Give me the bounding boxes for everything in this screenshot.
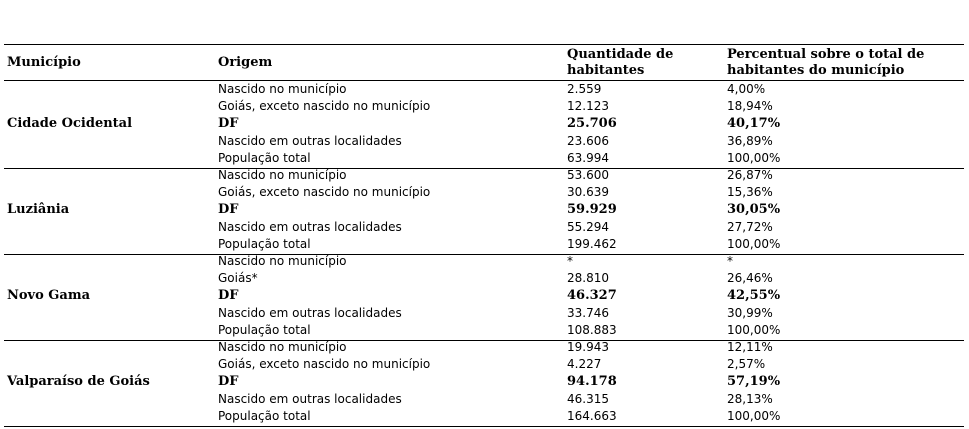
origem-cell: Nascido no município xyxy=(218,168,347,182)
origem-cell: DF xyxy=(218,288,239,304)
quantidade-cell: 164.663 xyxy=(567,408,617,423)
group-separator-rule xyxy=(4,426,964,427)
quantidade-cell: 25.706 xyxy=(567,116,617,132)
percentual-cell: 30,05% xyxy=(727,202,781,218)
group-separator-rule xyxy=(4,340,964,341)
origem-cell: Nascido em outras localidades xyxy=(218,219,402,234)
municipio-label: Cidade Ocidental xyxy=(7,116,133,132)
origem-cell: Nascido no município xyxy=(218,254,347,268)
origem-cell: Nascido no município xyxy=(218,82,347,96)
header-quantidade-line1: Quantidade de xyxy=(567,47,674,62)
municipio-label: Valparaíso de Goiás xyxy=(7,374,150,390)
header-quantidade-line2: habitantes xyxy=(567,63,645,78)
percentual-cell: 15,36% xyxy=(727,185,773,200)
origem-cell: Goiás, exceto nascido no município xyxy=(218,99,431,114)
percentual-cell: 30,99% xyxy=(727,305,773,320)
percentual-cell: 100,00% xyxy=(727,150,781,165)
quantidade-cell: 53.600 xyxy=(567,168,609,182)
percentual-cell: 36,89% xyxy=(727,133,773,148)
origem-cell: DF xyxy=(218,202,239,218)
quantidade-cell: 2.559 xyxy=(567,82,602,96)
percentual-cell: 26,46% xyxy=(727,271,773,286)
municipio-label: Novo Gama xyxy=(7,288,91,304)
percentual-cell: 100,00% xyxy=(727,322,781,337)
origem-cell: População total xyxy=(218,408,311,423)
header-percentual-line1: Percentual sobre o total de xyxy=(727,47,925,62)
percentual-cell: 100,00% xyxy=(727,236,781,251)
group-separator-rule xyxy=(4,254,964,255)
group-separator-rule xyxy=(4,168,964,169)
percentual-cell: 42,55% xyxy=(727,288,781,304)
percentual-cell: 57,19% xyxy=(727,374,781,390)
header-bottom-rule xyxy=(4,80,964,81)
quantidade-cell: * xyxy=(567,254,573,268)
quantidade-cell: 63.994 xyxy=(567,150,609,165)
quantidade-cell: 46.327 xyxy=(567,288,617,304)
origem-cell: Goiás, exceto nascido no município xyxy=(218,185,431,200)
origem-cell: Nascido em outras localidades xyxy=(218,133,402,148)
quantidade-cell: 23.606 xyxy=(567,133,609,148)
percentual-cell: 18,94% xyxy=(727,99,773,114)
quantidade-cell: 59.929 xyxy=(567,202,617,218)
origem-cell: DF xyxy=(218,374,239,390)
percentual-cell: * xyxy=(727,254,733,268)
percentual-cell: 28,13% xyxy=(727,391,773,406)
origem-cell: População total xyxy=(218,150,311,165)
origem-cell: Nascido em outras localidades xyxy=(218,391,402,406)
table-top-rule xyxy=(4,44,964,45)
quantidade-cell: 33.746 xyxy=(567,305,609,320)
header-origem: Origem xyxy=(218,55,273,70)
percentual-cell: 4,00% xyxy=(727,82,766,96)
quantidade-cell: 55.294 xyxy=(567,219,609,234)
header-municipio: Município xyxy=(7,55,81,70)
quantidade-cell: 199.462 xyxy=(567,236,617,251)
quantidade-cell: 28.810 xyxy=(567,271,609,286)
percentual-cell: 27,72% xyxy=(727,219,773,234)
origem-cell: Goiás* xyxy=(218,271,258,286)
origem-cell: População total xyxy=(218,322,311,337)
quantidade-cell: 108.883 xyxy=(567,322,617,337)
origem-cell: Nascido em outras localidades xyxy=(218,305,402,320)
origem-cell: Nascido no município xyxy=(218,340,347,354)
municipio-label: Luziânia xyxy=(7,202,70,218)
header-percentual-line2: habitantes do município xyxy=(727,63,905,78)
origem-cell: Goiás, exceto nascido no município xyxy=(218,357,431,372)
quantidade-cell: 4.227 xyxy=(567,357,602,372)
quantidade-cell: 46.315 xyxy=(567,391,609,406)
percentual-cell: 2,57% xyxy=(727,357,766,372)
quantidade-cell: 12.123 xyxy=(567,99,609,114)
percentual-cell: 100,00% xyxy=(727,408,781,423)
quantidade-cell: 30.639 xyxy=(567,185,609,200)
quantidade-cell: 19.943 xyxy=(567,340,609,354)
percentual-cell: 40,17% xyxy=(727,116,781,132)
quantidade-cell: 94.178 xyxy=(567,374,617,390)
origem-cell: População total xyxy=(218,236,311,251)
origem-cell: DF xyxy=(218,116,239,132)
percentual-cell: 12,11% xyxy=(727,340,773,354)
percentual-cell: 26,87% xyxy=(727,168,773,182)
